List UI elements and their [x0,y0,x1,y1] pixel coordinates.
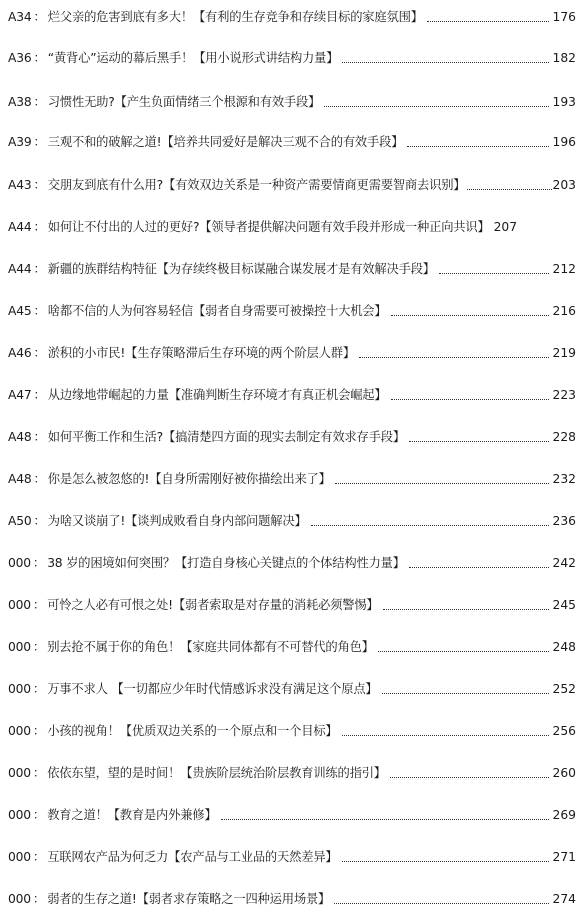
toc-entry[interactable] [8,174,585,194]
entry-code: 000 [8,724,31,738]
dot-leader [427,20,549,22]
toc-entry[interactable] [8,678,585,698]
entry-code: A47 [8,388,32,402]
entry-title: “黄背心”运动的幕后黑手！【用小说形式讲结构力量】 [47,51,339,65]
entry-title: 如何让不付出的人过的更好?【领导者提供解决问题有效手段并形成一种正向共识】 [47,220,490,234]
entry-page-number: 232 [552,472,576,486]
entry-code: A43 [8,178,32,192]
entry-code: A38 [8,95,32,109]
toc-entry[interactable] [8,300,585,320]
entry-page-number: 256 [552,724,576,738]
entry-title: 可怜之人必有可恨之处!【弱者索取是对存量的消耗必须警惕】 [47,598,379,612]
toc-entry[interactable] [8,804,585,824]
entry-code: A36 [8,51,32,65]
toc-entry[interactable] [8,888,585,908]
entry-code: 000 [8,640,31,654]
toc-entry[interactable] [8,594,585,614]
entry-page-number: 203 [552,178,576,192]
toc-entry[interactable] [8,510,585,530]
dot-leader [342,860,549,862]
entry-separator: ： [32,808,46,822]
entry-page-number: 219 [552,346,576,360]
entry-separator: ： [33,51,46,65]
entry-code: A48 [8,430,32,444]
entry-title: 38 岁的困境如何突围？【打造自身核心关键点的个体结构性力量】 [47,556,405,570]
dot-leader [324,105,548,107]
toc-entry[interactable] [8,426,585,446]
dot-leader [335,482,549,484]
entry-separator: ： [32,640,46,654]
dot-leader [342,61,548,63]
entry-separator: ： [33,346,46,360]
entry-code: A45 [8,304,32,318]
entry-code: 000 [8,808,31,822]
entry-page-number: 216 [552,304,576,318]
entry-separator: ： [33,178,46,192]
entry-separator: ： [33,10,46,24]
entry-title: 弱者的生存之道!【弱者求存策略之一四种运用场景】 [47,892,331,906]
entry-code: 000 [8,892,31,906]
toc-entry[interactable] [8,636,585,656]
toc-entry[interactable] [8,552,585,572]
toc-entry[interactable] [8,131,585,151]
entry-page-number: 248 [552,640,576,654]
entry-page-number: 260 [552,766,576,780]
entry-separator: ： [33,304,46,318]
entry-separator: ： [32,850,46,864]
entry-page-number: 252 [552,682,576,696]
toc-entry[interactable] [8,47,585,67]
dot-leader [378,650,549,652]
entry-title: 交朋友到底有什么用?【有效双边关系是一种资产需要情商更需要智商去识别】 [47,178,466,192]
entry-code: A39 [8,135,32,149]
entry-separator: ： [32,598,46,612]
entry-code: A50 [8,514,32,528]
toc-entry[interactable] [8,216,585,236]
dot-leader [391,398,549,400]
dot-leader [467,188,551,190]
dot-leader [334,902,548,904]
entry-title: 万事不求人 【一切都应少年时代情感诉求没有满足这个原点】 [47,682,378,696]
entry-separator: ： [33,262,46,276]
entry-page-number: 245 [552,598,576,612]
dot-leader [221,818,549,820]
toc-entry[interactable] [8,258,585,278]
entry-page-number: 269 [552,808,576,822]
entry-code: 000 [8,766,31,780]
entry-code: A48 [8,472,32,486]
entry-title: 为啥又谈崩了!【谈判成败看自身内部问题解决】 [47,514,307,528]
dot-leader [390,776,549,778]
toc-entry[interactable] [8,91,585,111]
entry-page-number: 228 [552,430,576,444]
entry-title: 小孩的视角！【优质双边关系的一个原点和一个目标】 [47,724,338,738]
entry-separator: ： [33,95,46,109]
entry-page-number: 193 [552,95,576,109]
entry-title: 你是怎么被忽悠的!【自身所需刚好被你描绘出来了】 [47,472,331,486]
entry-separator: ： [33,220,46,234]
entry-separator: ： [32,766,46,780]
entry-page-number: 242 [552,556,576,570]
entry-page-number: 196 [552,135,576,149]
dot-leader [407,145,548,147]
dot-leader [409,440,549,442]
dot-leader [359,356,549,358]
toc-entry[interactable] [8,6,585,26]
entry-code: 000 [8,598,31,612]
entry-page-number: 271 [552,850,576,864]
entry-code: 000 [8,556,31,570]
toc-entry[interactable] [8,384,585,404]
entry-code: 000 [8,850,31,864]
dot-leader [383,608,549,610]
entry-title: 教育之道！【教育是内外兼修】 [47,808,217,822]
entry-title: 如何平衡工作和生活?【搞清楚四方面的现实去制定有效求存手段】 [47,430,405,444]
entry-title: 新疆的族群结构特征【为存续终极目标谋融合谋发展才是有效解决手段】 [47,262,435,276]
entry-page-number: 223 [552,388,576,402]
entry-separator: ： [32,892,46,906]
entry-page-number: 176 [552,10,576,24]
entry-title: 从边缘地带崛起的力量【准确判断生存环境才有真正机会崛起】 [47,388,387,402]
entry-separator: ： [33,472,46,486]
entry-title: 烂父亲的危害到底有多大！【有利的生存竞争和存续目标的家庭氛围】 [47,10,423,24]
dot-leader [311,524,549,526]
dot-leader [391,314,549,316]
toc-entry[interactable] [8,846,585,866]
dot-leader [382,692,549,694]
entry-page-number: 207 [493,220,518,234]
entry-title: 别去抢不属于你的角色！【家庭共同体都有不可替代的角色】 [47,640,374,654]
entry-separator: ： [33,135,46,149]
entry-title: 啥都不信的人为何容易轻信【弱者自身需要可被操控十大机会】 [47,304,387,318]
entry-page-number: 182 [552,51,576,65]
entry-title: 三观不和的破解之道!【培养共同爱好是解决三观不合的有效手段】 [47,135,404,149]
entry-title: 习惯性无助?【产生负面情绪三个根源和有效手段】 [47,95,321,109]
entry-code: A44 [8,262,32,276]
entry-page-number: 236 [552,514,576,528]
entry-title: 互联网农产品为何乏力【农产品与工业品的天然差异】 [47,850,338,864]
entry-code: 000 [8,682,31,696]
entry-separator: ： [33,430,46,444]
entry-title: 依依东望，望的是时间！【贵族阶层统治阶层教育训练的指引】 [47,766,386,780]
entry-separator: ： [32,556,46,570]
toc-entry[interactable] [8,342,585,362]
dot-leader [342,734,549,736]
toc-entry[interactable] [8,468,585,488]
entry-separator: ： [33,514,46,528]
dot-leader [439,272,549,274]
entry-separator: ： [33,388,46,402]
entry-code: A34 [8,10,32,24]
entry-separator: ： [32,724,46,738]
toc-entry[interactable] [8,720,585,740]
dot-leader [409,566,549,568]
entry-code: A44 [8,220,32,234]
entry-code: A46 [8,346,32,360]
entry-title: 淤积的小市民!【生存策略滞后生存环境的两个阶层人群】 [47,346,355,360]
entry-page-number: 274 [552,892,576,906]
entry-page-number: 212 [552,262,576,276]
toc-entry[interactable] [8,762,585,782]
entry-separator: ： [32,682,46,696]
